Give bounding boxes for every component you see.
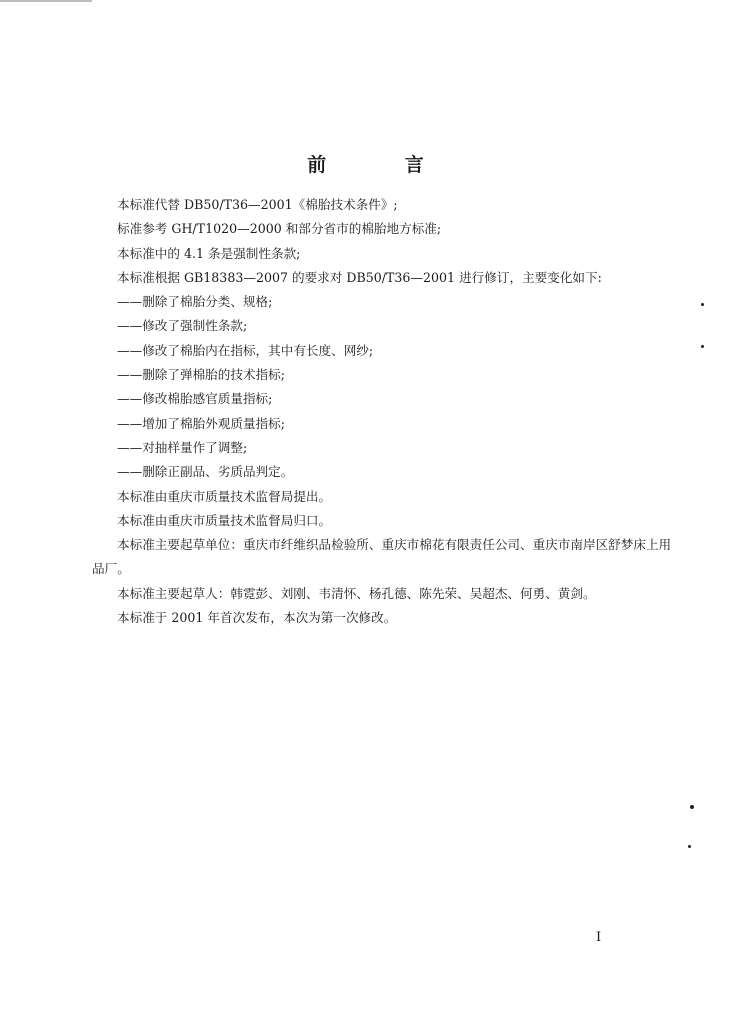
document-body xyxy=(92,193,682,630)
paragraph-mandatory-clause: 本标准中的 4.1 条是强制性条款; xyxy=(117,245,301,261)
change-item: ——修改了强制性条款; xyxy=(117,318,248,334)
paragraph-replaces: 本标准代替 DB50/T36—2001《棉胎技术条件》; xyxy=(117,197,398,212)
change-item: ——修改了棉胎内在指标，其中有长度、网纱; xyxy=(117,342,374,358)
paragraph-drafters: 本标准主要起草人：韩霓彭、刘刚、韦清怀、杨孔德、陈先荣、吴超杰、何勇、黄剑。 xyxy=(117,585,596,601)
change-item: ——删除了棉胎分类、规格; xyxy=(117,294,273,310)
paragraph-reference: 标准参考 GH/T1020—2000 和部分省市的棉胎地方标准; xyxy=(117,221,442,237)
change-item: ——增加了棉胎外观质量指标; xyxy=(117,415,285,431)
change-item: ——删除正副品、劣质品判定。 xyxy=(117,464,294,480)
scan-edge-line xyxy=(0,0,92,2)
paragraph-revision-basis: 本标准根据 GB18383—2007 的要求对 DB50/T36—2001 进行修订，主要变化如下: xyxy=(117,269,602,285)
paragraph-centralized-by: 本标准由重庆市质量技术监督局归口。 xyxy=(117,512,332,528)
scan-speck xyxy=(701,303,704,306)
paragraph-proposer: 本标准由重庆市质量技术监督局提出。 xyxy=(117,488,332,504)
change-item: ——修改棉胎感官质量指标; xyxy=(117,391,273,407)
change-item: ——删除了弹棉胎的技术指标; xyxy=(117,367,285,383)
scan-speck xyxy=(688,845,691,848)
scan-speck xyxy=(701,345,704,348)
page-number: I xyxy=(596,930,602,945)
paragraph-drafting-units: 本标准主要起草单位：重庆市纤维织品检验所、重庆市棉花有限责任公司、重庆市南岸区舒梦床上用品厂。 xyxy=(92,537,672,577)
change-item: ——对抽样量作了调整; xyxy=(117,439,248,455)
paragraph-release-history: 本标准于 2001 年首次发布，本次为第一次修改。 xyxy=(117,610,397,626)
page-title: 前 言 xyxy=(307,154,460,176)
scan-speck xyxy=(690,805,694,809)
